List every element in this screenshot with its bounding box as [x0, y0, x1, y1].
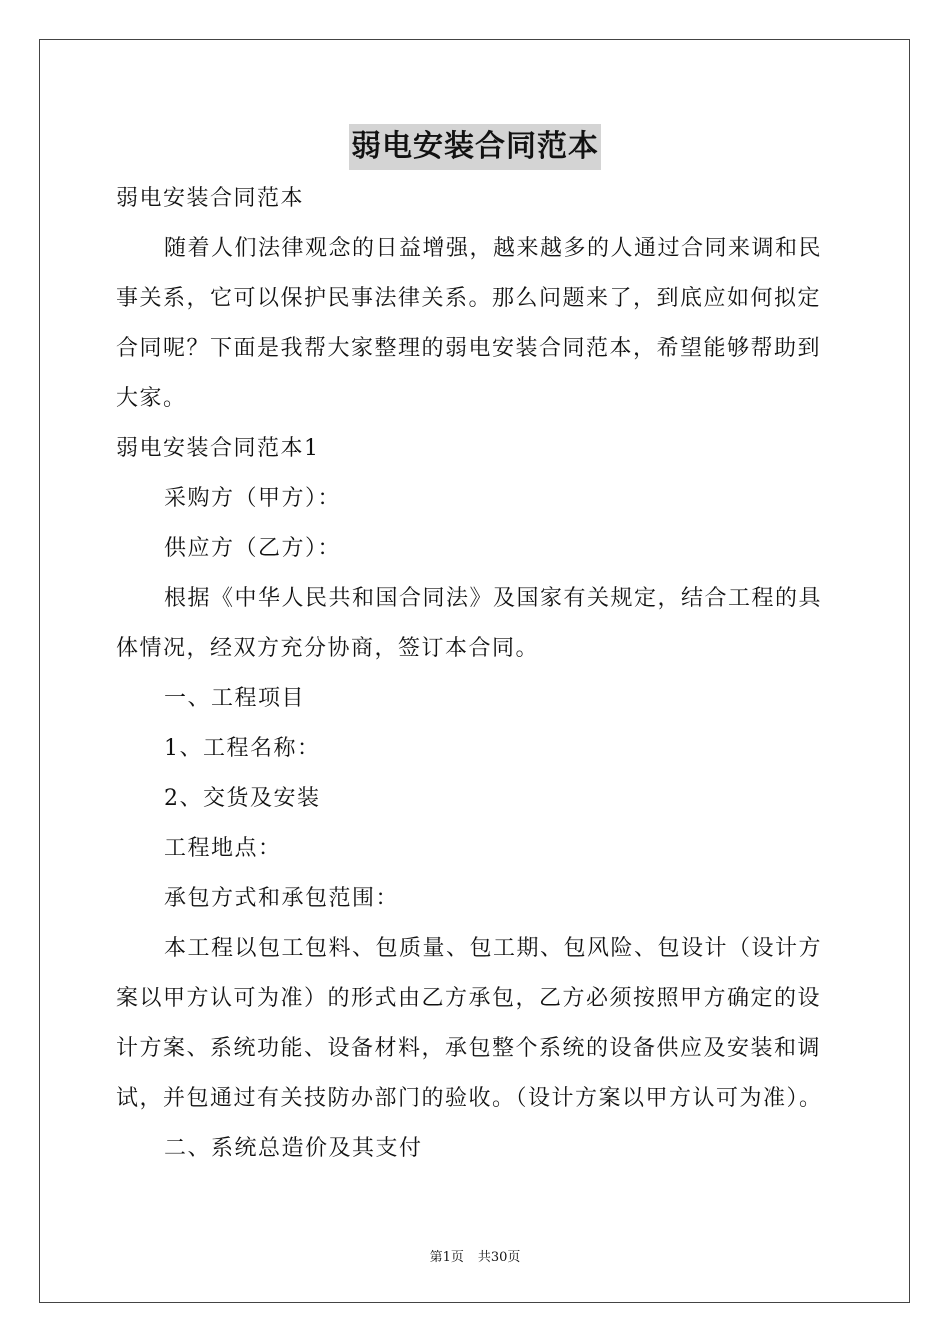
paragraph: 承包方式和承包范围： [164, 886, 400, 911]
paragraph: 一、工程项目 [164, 686, 306, 711]
document-title: 弱电安装合同范本 [349, 124, 601, 170]
title-container [0, 124, 950, 170]
paragraph: 弱电安装合同范本1 [116, 436, 320, 461]
page-total: 共30页 [477, 1250, 521, 1265]
paragraph: 工程地点： [164, 836, 282, 861]
paragraph: 根据《中华人民共和国合同法》及国家有关规定，结合工程的具体情况，经双方充分协商，签订本合同。 [116, 586, 823, 661]
page-footer [0, 1246, 950, 1265]
document-body [116, 174, 836, 1174]
paragraph: 1、工程名称： [164, 736, 321, 761]
paragraph: 二、系统总造价及其支付 [164, 1136, 423, 1161]
paragraph: 供应方（乙方）： [164, 536, 342, 561]
paragraph: 本工程以包工包料、包质量、包工期、包风险、包设计（设计方案以甲方认可为准）的形式由乙方承包，乙方必须按照甲方确定的设计方案、系统功能、设备材料，承包整个系统的设备供应及安装和调试，并包通过有关技防办部门的验收。（设计方案以甲方认可为准）。 [116, 936, 823, 1111]
page-number: 第1页 [429, 1250, 464, 1265]
paragraph: 采购方（甲方）： [164, 486, 342, 511]
paragraph: 2、交货及安装 [164, 786, 321, 811]
paragraph: 弱电安装合同范本 [116, 186, 305, 211]
paragraph: 随着人们法律观念的日益增强，越来越多的人通过合同来调和民事关系，它可以保护民事法律关系。那么问题来了，到底应如何拟定合同呢？下面是我帮大家整理的弱电安装合同范本，希望能够帮助到大家。 [116, 236, 823, 411]
